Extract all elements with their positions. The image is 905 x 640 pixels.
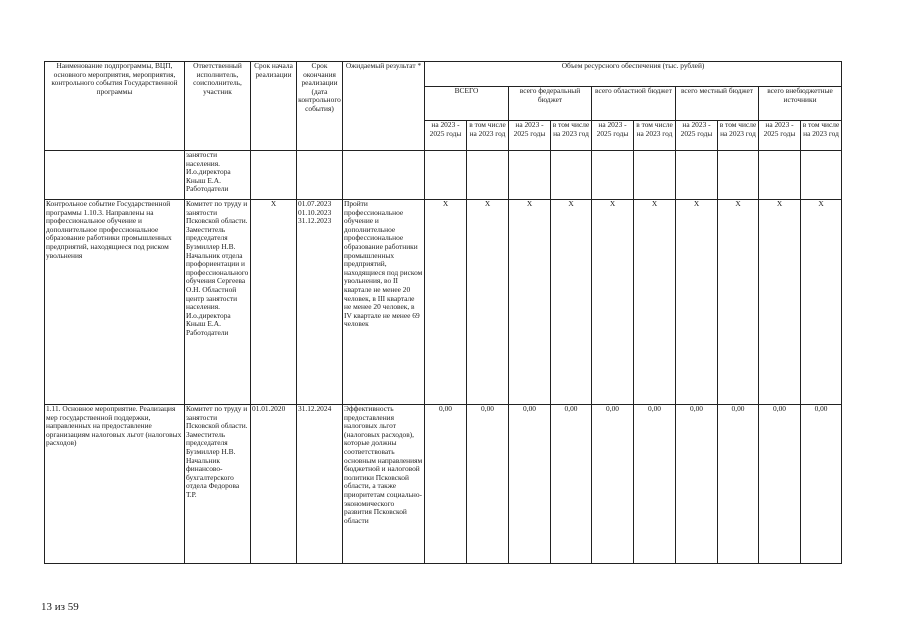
row-name: [45, 151, 185, 200]
row-responsible: Комитет по труду и занятости Псковской области. Заместитель председателя Бузмиллер Н.В. Начальник отдела профориентации и профессионального обучения Сергеева О.Н. Областной центр занятости населения. И.о.директора Кныш Е.А. Работодатели: [185, 200, 251, 405]
header-volume: Объем ресурсного обеспечения (тыс. рублей): [425, 62, 842, 87]
value-cell: [425, 151, 467, 200]
header-sub-period: на 2023 - 2025 годы: [425, 121, 467, 151]
value-cell: X: [551, 200, 592, 405]
header-start: Срок начала реализации: [251, 62, 297, 151]
header-group-regional: всего областной бюджет: [592, 87, 676, 121]
header-responsible: Ответственный исполнитель, соисполнитель, участник: [185, 62, 251, 151]
row-name: Контрольное событие Государственной программы 1.10.3. Направлены на профессиональное обучение и дополнительное профессиональное образование работники промышленных предприятий, находящиеся под риском увольнения: [45, 200, 185, 405]
header-result: Ожидаемый результат *: [343, 62, 425, 151]
value-cell: [801, 151, 842, 200]
table-row: [45, 405, 842, 564]
row-result: [343, 151, 425, 200]
header-sub-year: в том числе на 2023 год: [718, 121, 759, 151]
value-cell: X: [676, 200, 718, 405]
resource-table: [44, 61, 842, 564]
value-cell: X: [467, 200, 509, 405]
header-end: Срок окончания реализации (дата контрольного события): [297, 62, 343, 151]
row-end: 01.07.2023 01.10.2023 31.12.2023: [297, 200, 343, 405]
table-row: [45, 151, 842, 200]
row-result: Эффективность предоставления налоговых льгот (налоговых расходов), которые должны соответствовать основным направлениям бюджетной и налоговой политики Псковской области, а также приоритетам социально-экономического развития Псковской области: [343, 405, 425, 564]
value-cell: 0,00: [425, 405, 467, 564]
header-group-total: ВСЕГО: [425, 87, 509, 121]
row-end: 31.12.2024: [297, 405, 343, 564]
row-end: [297, 151, 343, 200]
value-cell: 0,00: [551, 405, 592, 564]
header-sub-period: на 2023 - 2025 годы: [509, 121, 551, 151]
row-start: [251, 151, 297, 200]
value-cell: X: [425, 200, 467, 405]
header-sub-period: на 2023 - 2025 годы: [676, 121, 718, 151]
value-cell: X: [634, 200, 676, 405]
value-cell: [467, 151, 509, 200]
value-cell: X: [509, 200, 551, 405]
table-row: [45, 200, 842, 405]
row-name: 1.11. Основное мероприятие. Реализация мер государственной поддержки, направленных на предоставление организациям налоговых льгот (налоговых расходов): [45, 405, 185, 564]
page-number: 13 из 59: [41, 601, 79, 613]
header-group-federal: всего федеральный бюджет: [509, 87, 592, 121]
value-cell: [551, 151, 592, 200]
value-cell: 0,00: [801, 405, 842, 564]
row-responsible: Комитет по труду и занятости Псковской области. Заместитель председателя Бузмиллер Н.В. Начальник финансово-бухгалтерского отдела Федорова Т.Р.: [185, 405, 251, 564]
value-cell: 0,00: [759, 405, 801, 564]
header-sub-year: в том числе на 2023 год: [634, 121, 676, 151]
value-cell: 0,00: [467, 405, 509, 564]
value-cell: [592, 151, 634, 200]
row-result: Пройти профессиональное обучение и дополнительное профессиональное образование работники промышленных предприятий, находящиеся под риском увольнения, во II квартале не менее 20 человек, в III квартале не менее 20 человек, в IV квартале не менее 69 человек: [343, 200, 425, 405]
value-cell: [634, 151, 676, 200]
value-cell: X: [759, 200, 801, 405]
value-cell: [509, 151, 551, 200]
value-cell: 0,00: [676, 405, 718, 564]
header-sub-year: в том числе на 2023 год: [551, 121, 592, 151]
value-cell: X: [718, 200, 759, 405]
value-cell: X: [801, 200, 842, 405]
header-sub-year: в том числе на 2023 год: [467, 121, 509, 151]
header-name: Наименование подпрограммы, ВЦП, основного мероприятия, мероприятия, контрольного события Государственной программы: [45, 62, 185, 151]
header-sub-period: на 2023 - 2025 годы: [592, 121, 634, 151]
value-cell: 0,00: [509, 405, 551, 564]
value-cell: 0,00: [634, 405, 676, 564]
row-responsible: занятости населения. И.о.директора Кныш Е.А. Работодатели: [185, 151, 251, 200]
header-group-local: всего местный бюджет: [676, 87, 759, 121]
value-cell: [718, 151, 759, 200]
header-group-extrabudget: всего внебюджетные источники: [759, 87, 842, 121]
header-sub-year: в том числе на 2023 год: [801, 121, 842, 151]
header-sub-period: на 2023 - 2025 годы: [759, 121, 801, 151]
value-cell: 0,00: [592, 405, 634, 564]
row-start: X: [251, 200, 297, 405]
value-cell: 0,00: [718, 405, 759, 564]
value-cell: [759, 151, 801, 200]
value-cell: X: [592, 200, 634, 405]
value-cell: [676, 151, 718, 200]
row-start: 01.01.2020: [251, 405, 297, 564]
